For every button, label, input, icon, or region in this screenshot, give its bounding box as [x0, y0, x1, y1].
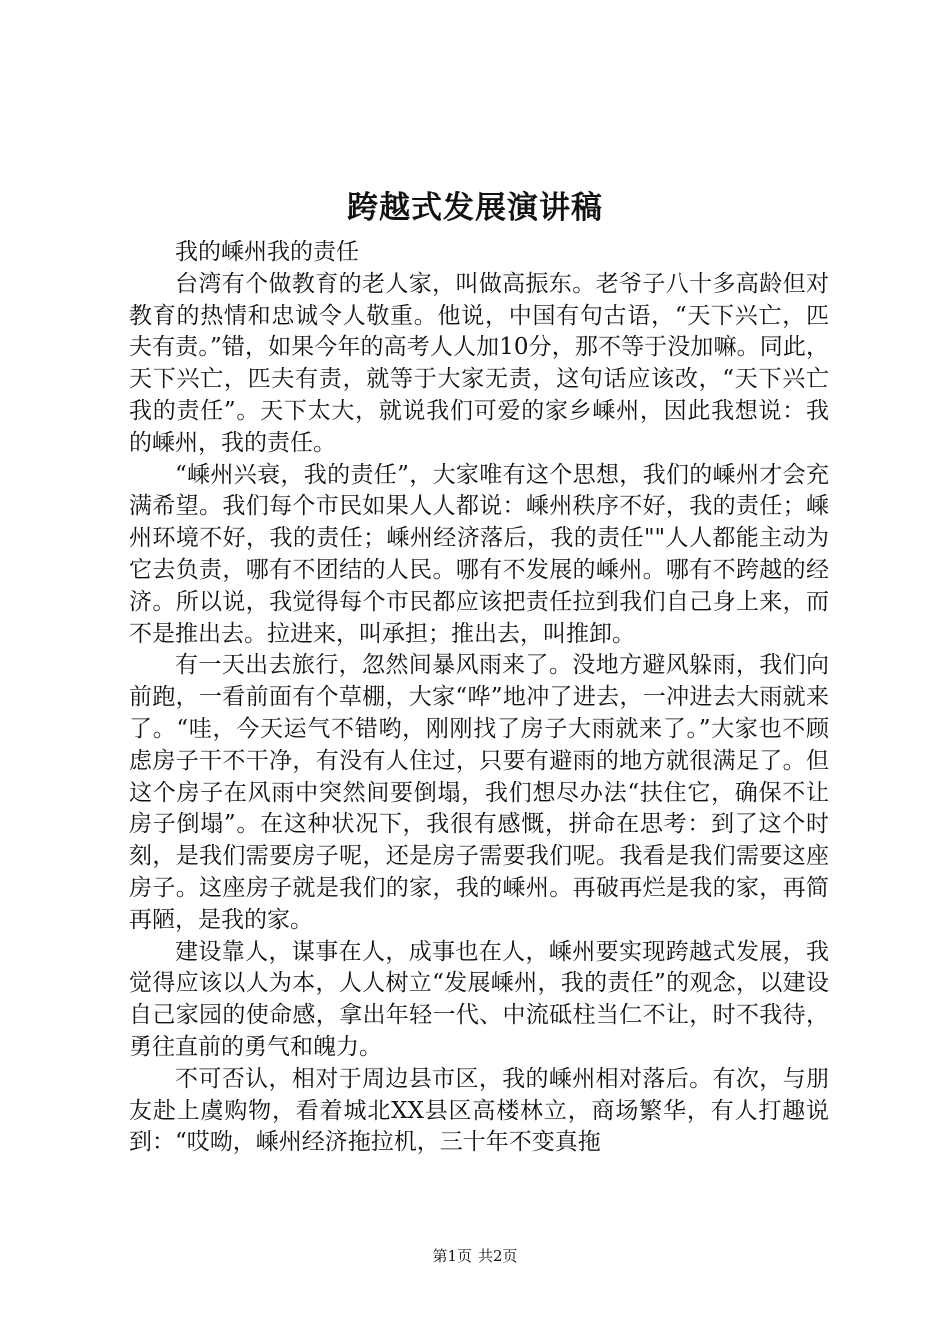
document-body — [129, 237, 829, 1159]
page-number-total: 共2页 — [478, 1247, 518, 1265]
paragraph-1: 台湾有个做教育的老人家，叫做高振东。老爷子八十多高龄但对教育的热情和忠诚令人敬重。他说，中国有句古语，“天下兴亡，匹夫有责。”错，如果今年的高考人人加10分，那不等于没加嘛。同此，天下兴亡，匹夫有责，就等于大家无责，这句话应该改，“天下兴亡我的责任”。天下太大，就说我们可爱的家乡嵊州，因此我想说：我的嵊州，我的责任。 — [129, 270, 829, 456]
page-number-current: 第1页 — [432, 1247, 472, 1265]
paragraph-3: 有一天出去旅行，忽然间暴风雨来了。没地方避风躲雨，我们向前跑，一看前面有个草棚，大家“哗”地冲了进去，一冲进去大雨就来了。“哇，今天运气不错哟，刚刚找了房子大雨就来了。”大家也不顾虑房子干不干净，有没有人住过，只要有避雨的地方就很满足了。但这个房子在风雨中突然间要倒塌，我们想尽办法“扶住它，确保不让房子倒塌”。在这种状况下，我很有感慨，拼命在思考：到了这个时刻，是我们需要房子呢，还是房子需要我们呢。我看是我们需要这座房子。这座房子就是我们的家，我的嵊州。再破再烂是我的家，再简再陋，是我的家。 — [129, 652, 829, 933]
page-footer — [0, 1244, 950, 1268]
paragraph-2: “嵊州兴衰，我的责任”，大家唯有这个思想，我们的嵊州才会充满希望。我们每个市民如果人人都说：嵊州秩序不好，我的责任；嵊州环境不好，我的责任；嵊州经济落后，我的责任""人人都能主动为它去负责，哪有不团结的人民。哪有不发展的嵊州。哪有不跨越的经济。所以说，我觉得每个市民都应该把责任拉到我们自己身上来，而不是推出去。拉进来，叫承担；推出去，叫推卸。 — [129, 461, 829, 647]
paragraph-4: 建设靠人，谋事在人，成事也在人，嵊州要实现跨越式发展，我觉得应该以人为本，人人树立“发展嵊州，我的责任”的观念，以建设自己家园的使命感，拿出年轻一代、中流砥柱当仁不让，时不我待，勇往直前的勇气和魄力。 — [129, 938, 829, 1060]
document-subtitle: 我的嵊州我的责任 — [175, 239, 359, 265]
document-title: 跨越式发展演讲稿 — [347, 190, 603, 226]
paragraph-5: 不可否认，相对于周边县市区，我的嵊州相对落后。有次，与朋友赴上虞购物，看着城北XX县区高楼林立，商场繁华，有人打趣说到：“哎呦，嵊州经济拖拉机，三十年不变真拖 — [129, 1065, 829, 1156]
